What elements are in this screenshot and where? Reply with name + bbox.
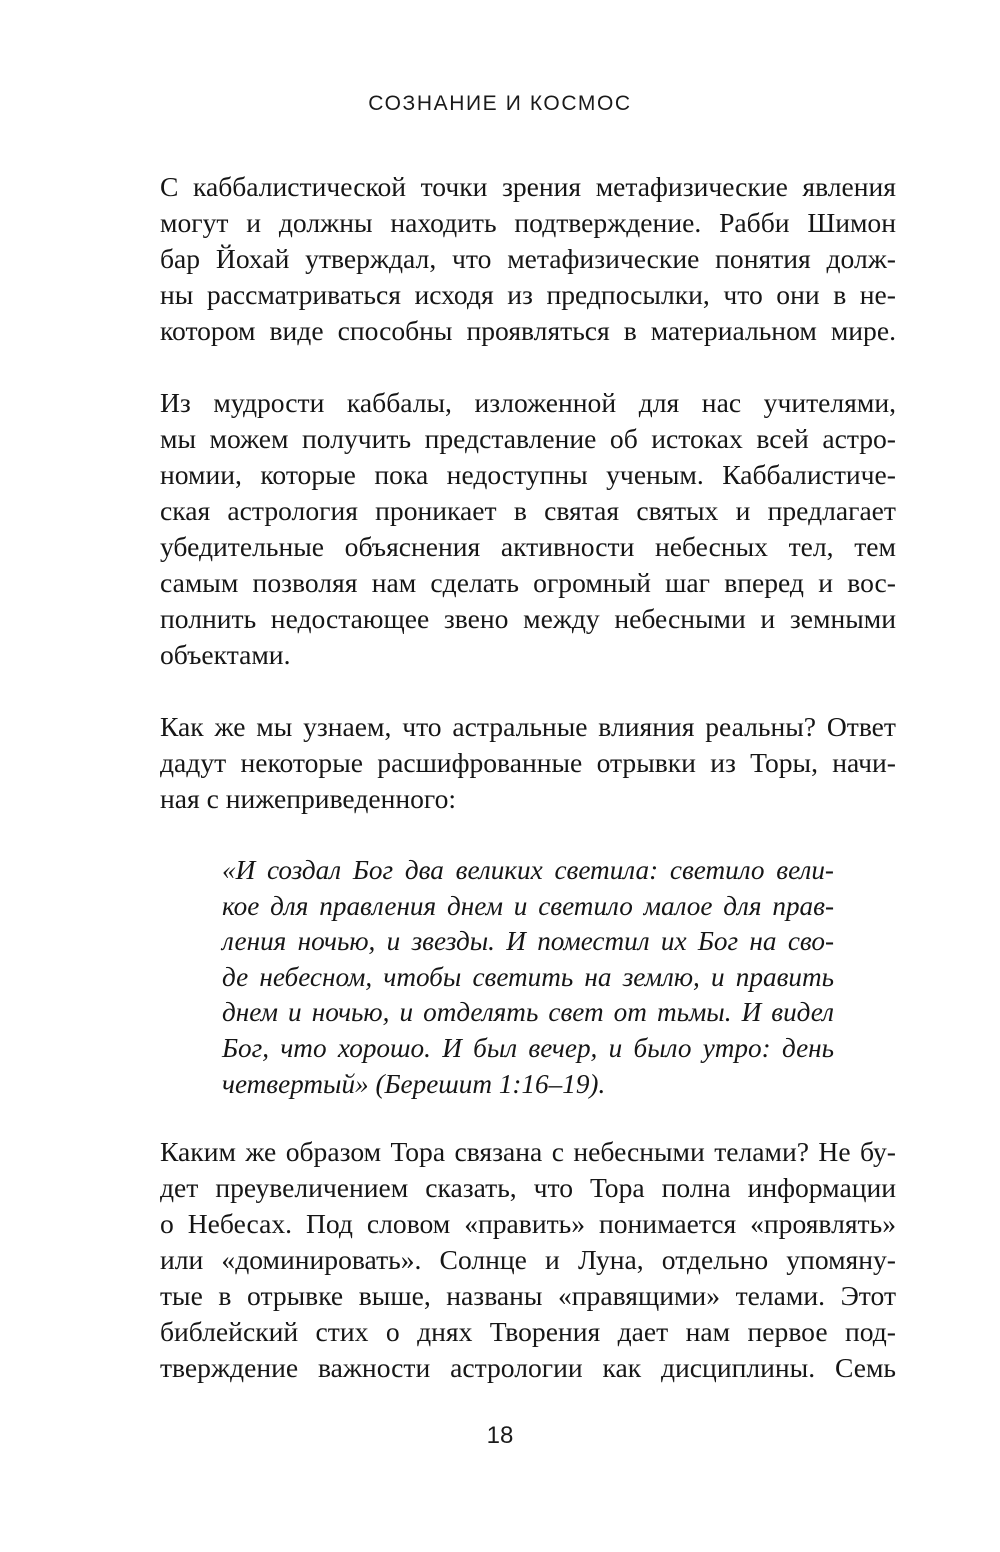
text-line: могут и должны находить подтверждение. Рабби Шимон: [160, 207, 896, 238]
quote-line: ления ночью, и звезды. И поместил их Бог на сво-: [222, 926, 834, 957]
text-line: или «доминировать». Солнце и Луна, отдельно упомяну-: [160, 1244, 896, 1275]
text-line: убедительные объяснения активности небесных тел, тем: [160, 531, 896, 562]
text-line: номии, которые пока недоступны ученым. Каббалистиче-: [160, 459, 896, 490]
text-line: ны рассматриваться исходя из предпосылки, что они в не-: [160, 279, 896, 310]
quote-line: де небесном, чтобы светить на землю, и править: [222, 961, 834, 992]
paragraph-1: [160, 169, 896, 349]
text-line: тые в отрывке выше, названы «правящими» телами. Этот: [160, 1280, 896, 1311]
text-line: тверждение важности астрологии как дисциплины. Семь: [160, 1352, 896, 1383]
paragraph-2: [160, 385, 896, 673]
quote-line: Бог, что хорошо. И был вечер, и было утро: день: [222, 1032, 834, 1063]
text-line: библейский стих о днях Творения дает нам первое под-: [160, 1316, 896, 1347]
scripture-quote: [222, 853, 834, 1102]
text-line: Из мудрости каббалы, изложенной для нас учителями,: [160, 387, 896, 418]
text-line: ная с нижеприведенного:: [160, 783, 457, 814]
text-line: самым позволяя нам сделать огромный шаг вперед и вос-: [160, 567, 896, 598]
text-line: дадут некоторые расшифрованные отрывки из Торы, начи-: [160, 747, 896, 778]
text-line: Как же мы узнаем, что астральные влияния реальны? Ответ: [160, 711, 896, 742]
running-header: СОЗНАНИЕ И КОСМОС: [368, 92, 632, 115]
quote-line: «И создал Бог два великих светила: светило вели-: [222, 855, 834, 885]
text-line: Каким же образом Тора связана с небесными телами? Не бу-: [160, 1136, 896, 1167]
text-line: мы можем получить представление об истоках всей астро-: [160, 423, 896, 454]
quote-line: кое для правления днем и светило малое для прав-: [222, 890, 834, 921]
text-line: о Небесах. Под словом «править» понимается «проявлять»: [160, 1208, 896, 1239]
text-line: дет преувеличением сказать, что Тора полна информации: [160, 1172, 896, 1203]
text-line: С каббалистической точки зрения метафизические явления: [160, 171, 896, 202]
text-line: объектами.: [160, 639, 291, 670]
text-line: полнить недостающее звено между небесными и земными: [160, 603, 896, 634]
paragraph-3: [160, 709, 896, 817]
paragraph-4: [160, 1134, 896, 1386]
quote-line: днем и ночью, и отделять свет от тьмы. И видел: [222, 997, 834, 1028]
page-number: 18: [486, 1422, 514, 1449]
text-line: ская астрология проникает в святая святых и предлагает: [160, 495, 896, 526]
text-line: бар Йохай утверждал, что метафизические понятия долж-: [160, 243, 896, 274]
quote-line: четвертый» (Берешит 1:16–19).: [222, 1068, 606, 1099]
text-line: котором виде способны проявляться в материальном мире.: [160, 315, 896, 346]
